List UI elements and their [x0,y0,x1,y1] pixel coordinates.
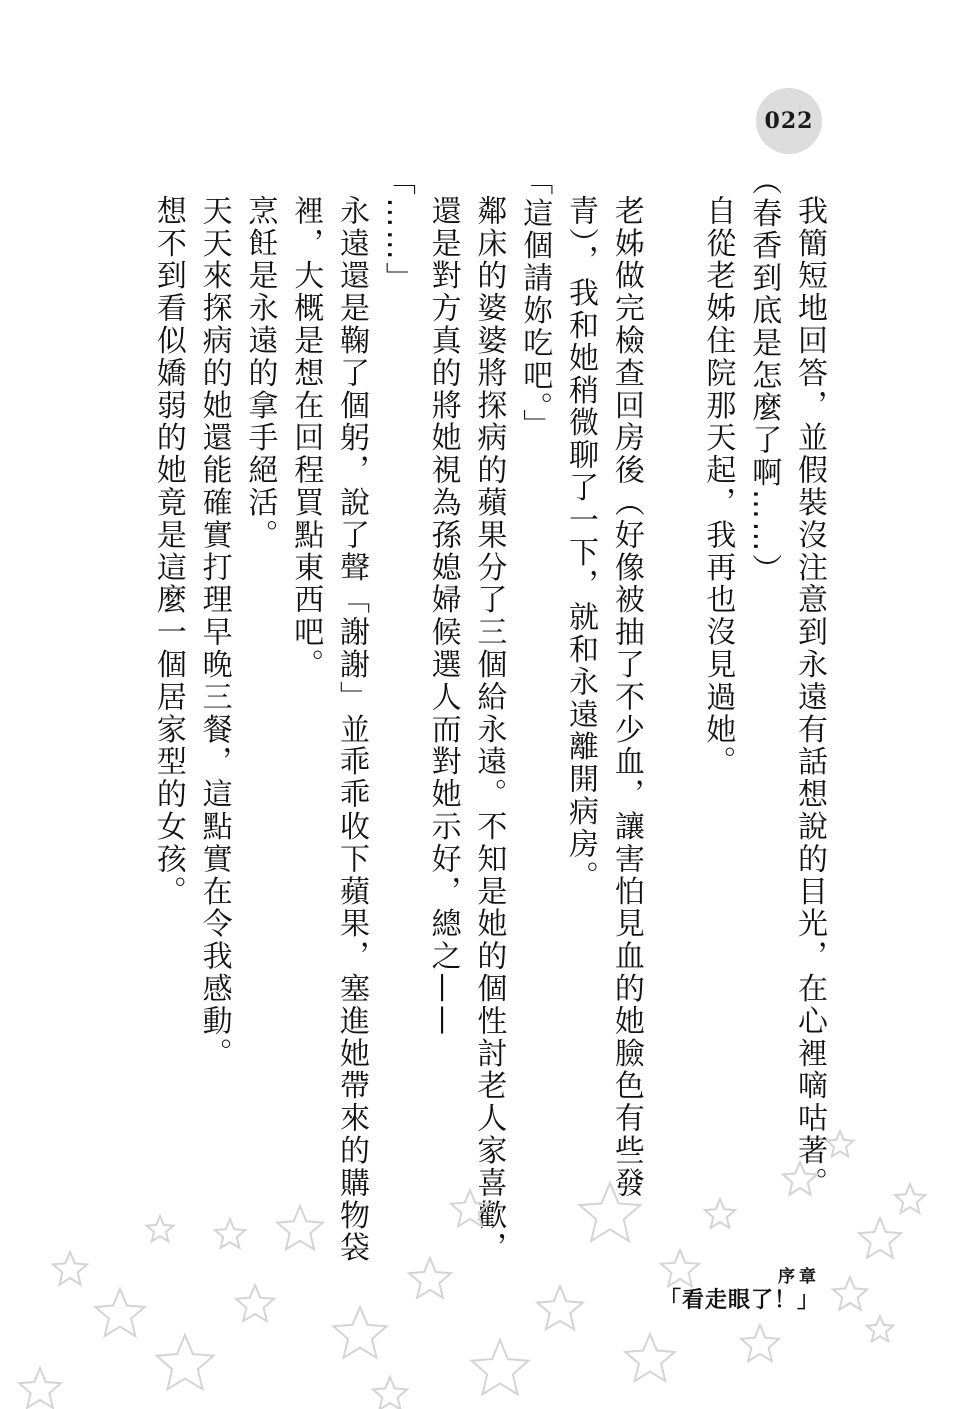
star-outline [833,1277,867,1310]
page-number-badge [756,88,822,154]
body-text [145,165,832,1265]
paragraph: 鄰床的婆婆將探病的蘋果分了三個給永遠。不知是她的個性討老人家喜歡，還是對方真的將她視為孫媳婦候選人而對她示好，總之—— [425,195,507,1265]
paragraph: 自從老姊住院那天起，我再也沒見過她。 [700,195,736,779]
paragraph: 「……」 [379,165,415,295]
chapter-title: 「看走眼了！」 [658,1288,820,1313]
page-number: 022 [764,108,814,134]
paragraph: 「這個請妳吃吧。」 [517,165,553,442]
chapter-label: 序章 [778,1267,820,1287]
paragraph: 我簡短地回答，並假裝沒注意到永遠有話想說的目光，在心裡嘀咕著。 [792,195,827,1200]
star-outline [157,1335,214,1389]
star-outline [537,1286,583,1329]
blank-line [649,165,695,1265]
star-outline [625,1334,674,1381]
paragraph: 烹飪是永遠的拿手絕活。 [242,195,278,552]
star-outline [472,1340,529,1394]
paragraph: 想不到看似嬌弱的她竟是這麼一個居家型的女孩。 [150,195,186,908]
star-outline [867,1316,894,1341]
star-outline [95,1289,144,1336]
star-outline [333,1307,386,1358]
paragraph: （春香到底是怎麼了啊……） [746,165,782,587]
star-outline [53,1252,87,1285]
star-outline [859,1218,901,1258]
paragraph: 永遠還是鞠了個躬，說了聲「謝謝」並乖乖收下蘋果，塞進她帶來的購物袋裡，大概是想在回程買點東西吧。 [288,195,370,1265]
star-outline [741,1325,779,1361]
paragraph: 老姊做完檢查回房後（好像被抽了不少血，讓害怕見血的她臉色有些發青），我和她稍微聊了一下，就和永遠離開病房。 [563,195,644,1200]
paragraph: 天天來探病的她還能確實打理早晚三餐，這點實在令我感動。 [196,195,232,1070]
star-outline [895,1184,925,1213]
star-outline [373,1377,407,1409]
star-outline [236,1285,274,1321]
star-outline [19,1368,61,1408]
